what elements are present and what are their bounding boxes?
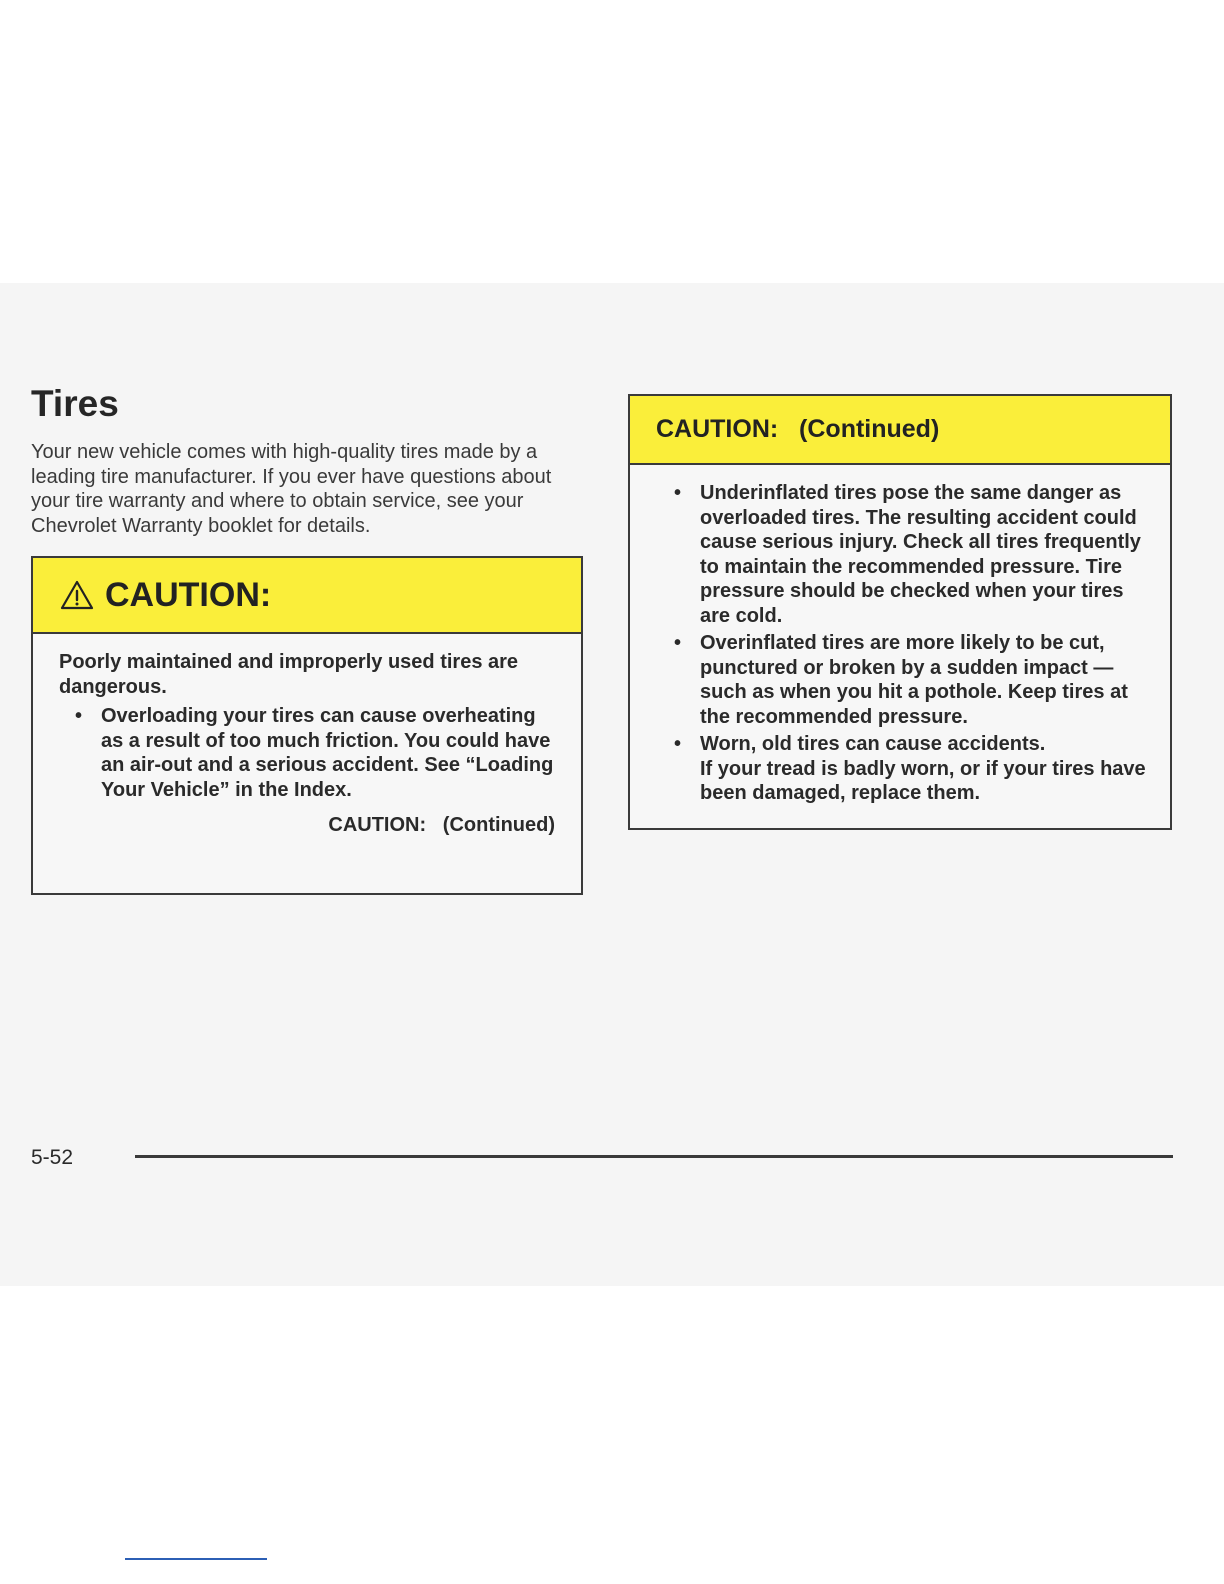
- intro-paragraph: Your new vehicle comes with high-quality tires made by a leading tire manufacturer. If you ever have questions about your tire warranty and where to obtain service, see your Chevrolet Warranty booklet for details.: [31, 441, 552, 537]
- caution-bullet-list-right: [658, 481, 1148, 806]
- warning-triangle-icon: [59, 579, 95, 611]
- bullet-icon: •: [674, 482, 682, 504]
- list-item: [59, 704, 557, 802]
- caution-box-right: [628, 394, 1172, 830]
- bottom-link-underline: [125, 1558, 267, 1560]
- page-title: Tires: [31, 383, 119, 424]
- caution-lead-text: Poorly maintained and improperly used tires are dangerous.: [59, 651, 519, 698]
- caution-body-right: [630, 465, 1170, 806]
- list-item: [658, 481, 1148, 628]
- caution-header-right: [630, 396, 1170, 465]
- caution-box-left: [31, 556, 583, 895]
- list-item: [658, 631, 1148, 729]
- footer-divider: [135, 1155, 1173, 1158]
- caution-continued-label: CAUTION: (Continued): [328, 814, 555, 836]
- page-number: 5-52: [31, 1146, 74, 1169]
- bullet-icon: •: [75, 705, 83, 727]
- caution-continued-header: CAUTION: (Continued): [656, 415, 940, 443]
- caution-header-left: [33, 558, 581, 634]
- bullet-text: Overinflated tires are more likely to be cut, punctured or broken by a sudden impact — such as when you hit a pothole. Keep tires at the recommended pressure.: [700, 632, 1128, 728]
- caution-bullet-list-left: [59, 704, 557, 802]
- bullet-icon: •: [674, 632, 682, 654]
- bullet-text: Overloading your tires can cause overheating as a result of too much friction. You could have an air-out and a serious accident. See “Loading Your Vehicle” in the Index.: [101, 705, 554, 801]
- caution-extra-text: If your tread is badly worn, or if your tires have been damaged, replace them.: [700, 757, 1146, 804]
- list-item: [658, 732, 1148, 806]
- bullet-icon: •: [674, 733, 682, 755]
- bullet-text: Worn, old tires can cause accidents.: [700, 733, 1046, 755]
- caution-header-text: CAUTION:: [105, 575, 272, 614]
- caution-title-left: [59, 576, 271, 615]
- caution-body-left: [33, 634, 581, 838]
- bullet-text: Underinflated tires pose the same danger as overloaded tires. The resulting accident could cause serious injury. Check all tires frequently to maintain the recommended pressure. Tire pressure should be checked when your tires are cold.: [700, 482, 1141, 627]
